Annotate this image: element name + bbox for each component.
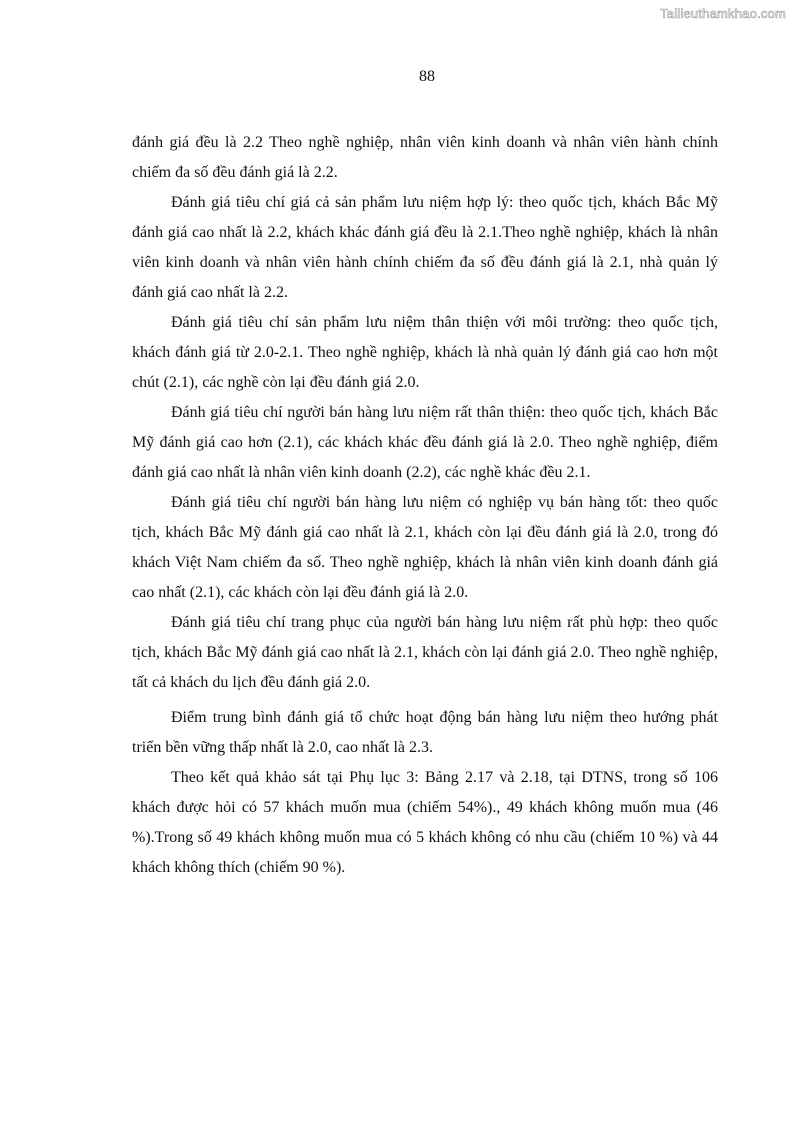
paragraph: đánh giá đều là 2.2 Theo nghề nghiệp, nhân viên kinh doanh và nhân viên hành chính chiếm đa số đều đánh giá là 2.2. <box>132 134 718 181</box>
paragraph: Đánh giá tiêu chí người bán hàng lưu niệm rất thân thiện: theo quốc tịch, khách Bắc Mỹ đánh giá cao hơn (2.1), các khách khác đều đánh giá là 2.0. Theo nghề nghiệp, điểm đánh giá cao nhất là nhân viên kinh doanh (2.2), các nghề khác đều 2.1. <box>132 404 718 481</box>
paragraph: Đánh giá tiêu chí giá cả sản phẩm lưu niệm hợp lý: theo quốc tịch, khách Bắc Mỹ đánh giá cao nhất là 2.2, khách khác đánh giá đều là 2.1.Theo nghề nghiệp, khách là nhân viên kinh doanh và nhân viên hành chính chiếm đa số đều đánh giá là 2.1, nhà quản lý đánh giá cao nhất là 2.2. <box>132 194 718 301</box>
paragraph: Đánh giá tiêu chí trang phục của người bán hàng lưu niệm rất phù hợp: theo quốc tịch, khách Bắc Mỹ đánh giá cao nhất là 2.1, khách còn lại đánh giá 2.0. Theo nghề nghiệp, tất cả khách du lịch đều đánh giá 2.0. <box>132 614 718 691</box>
paragraph: Đánh giá tiêu chí người bán hàng lưu niệm có nghiệp vụ bán hàng tốt: theo quốc tịch, khách Bắc Mỹ đánh giá cao nhất là 2.1, khách còn lại đều đánh giá là 2.0, trong đó khách Việt Nam chiếm đa số. Theo nghề nghiệp, khách là nhân viên kinh doanh đánh giá cao nhất (2.1), các khách còn lại đều đánh giá là 2.0. <box>132 494 718 601</box>
paragraph: Đánh giá tiêu chí sản phẩm lưu niệm thân thiện với môi trường: theo quốc tịch, khách đánh giá từ 2.0-2.1. Theo nghề nghiệp, khách là nhà quản lý đánh giá cao hơn một chút (2.1), các nghề còn lại đều đánh giá 2.0. <box>132 314 718 391</box>
paragraph: Theo kết quả khảo sát tại Phụ lục 3: Bảng 2.17 và 2.18, tại DTNS, trong số 106 khách được hỏi có 57 khách muốn mua (chiếm 54%)., 49 khách không muốn mua (46 %).Trong số 49 khách không muốn mua có 5 khách không có nhu cầu (chiếm 10 %) và 44 khách không thích (chiếm 90 %). <box>132 769 718 876</box>
page-number: 88 <box>419 68 435 85</box>
document-body <box>132 128 718 883</box>
watermark-text: Tailieuthamkhao.com <box>660 6 786 21</box>
paragraph: Điểm trung bình đánh giá tổ chức hoạt động bán hàng lưu niệm theo hướng phát triển bền vững thấp nhất là 2.0, cao nhất là 2.3. <box>132 709 718 756</box>
